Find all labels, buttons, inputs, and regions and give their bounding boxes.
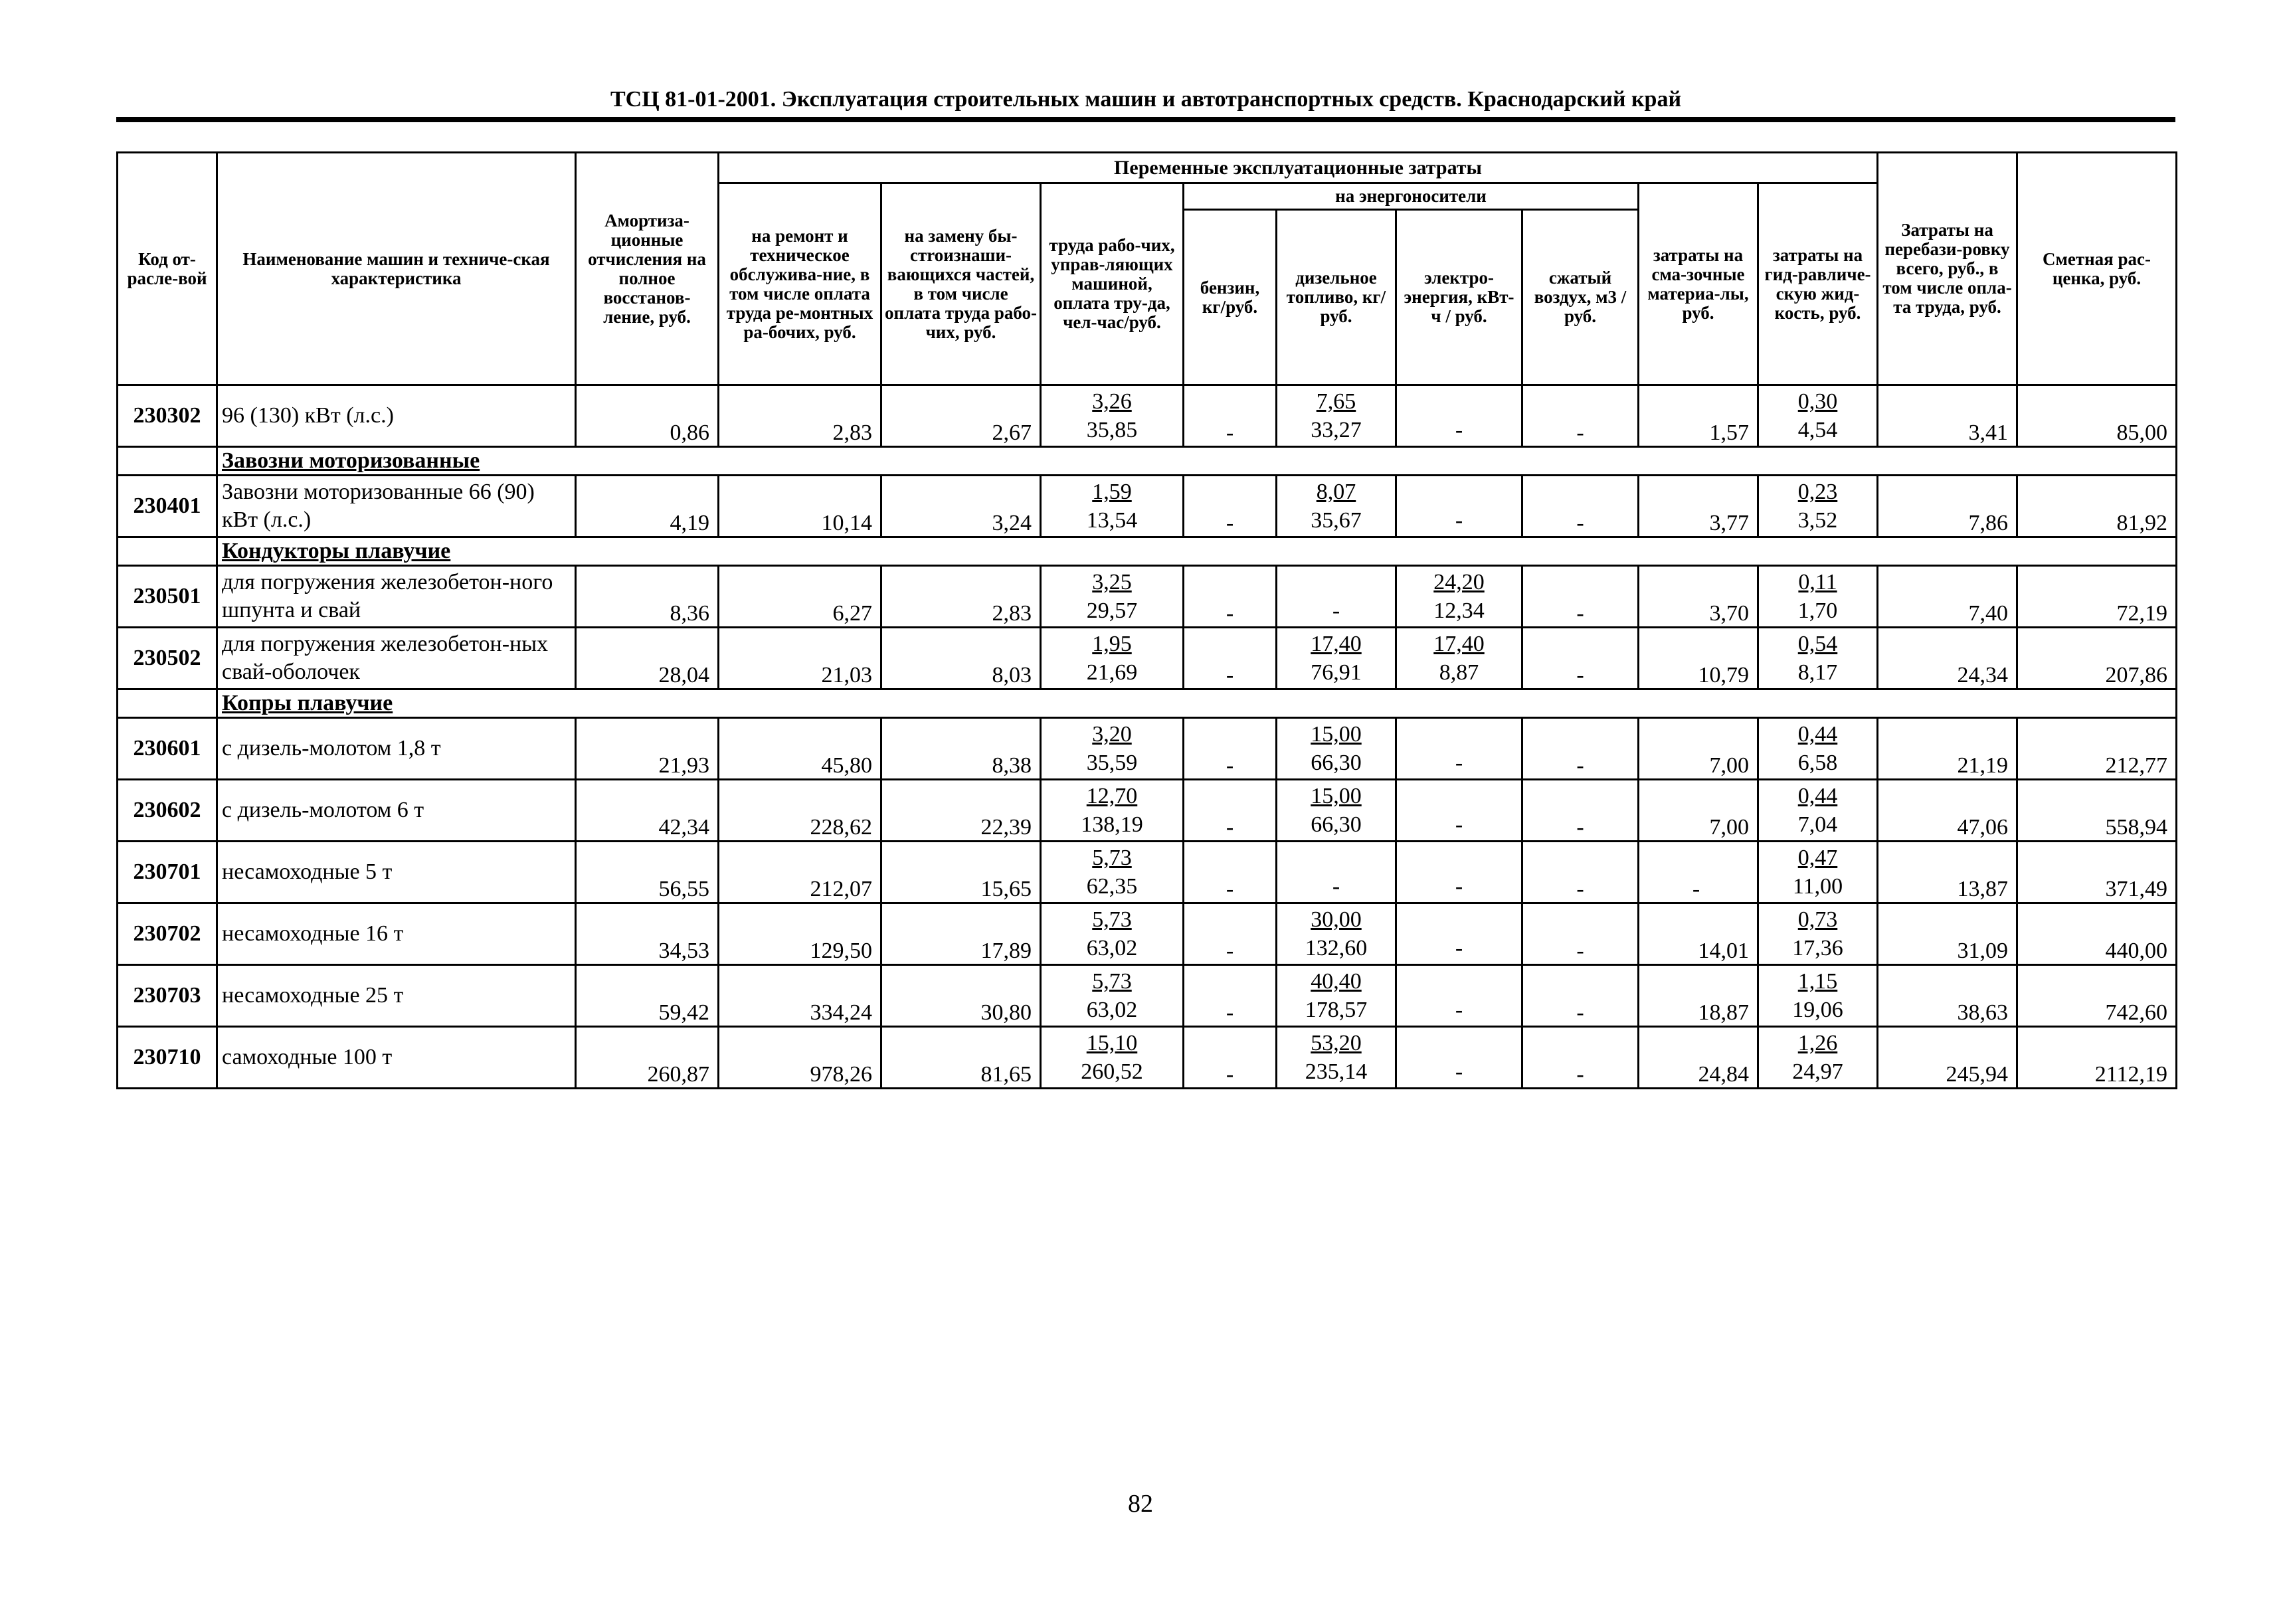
- labor-hours: 12,70: [1086, 784, 1138, 808]
- cell-replace: 17,89: [881, 903, 1041, 965]
- group-row: [118, 447, 2177, 476]
- electric-cost: -: [1455, 1059, 1463, 1084]
- labor-hours: 1,59: [1092, 480, 1132, 504]
- cell-air: -: [1522, 1027, 1639, 1089]
- labor-cost: 13,54: [1086, 508, 1138, 533]
- cell-electric: [1396, 385, 1522, 447]
- diesel-kg: 15,00: [1311, 784, 1362, 808]
- electric-cost: -: [1455, 508, 1463, 533]
- cell-hydro: [1758, 628, 1878, 689]
- cell-estimate: 207,86: [2017, 628, 2177, 689]
- diesel-kg: 40,40: [1311, 969, 1362, 994]
- cell-amort: 4,19: [576, 476, 719, 537]
- row-code: 230601: [118, 718, 217, 780]
- cell-replace: 2,83: [881, 566, 1041, 628]
- cell-amort: 59,42: [576, 965, 719, 1027]
- cell-amort: 28,04: [576, 628, 719, 689]
- diesel-cost: 178,57: [1305, 998, 1368, 1022]
- cell-electric: [1396, 842, 1522, 903]
- diesel-cost: 76,91: [1311, 660, 1362, 685]
- diesel-cost: 66,30: [1311, 751, 1362, 775]
- table-row: [118, 385, 2177, 447]
- diesel-cost: 235,14: [1305, 1059, 1368, 1084]
- labor-cost: 63,02: [1086, 936, 1138, 960]
- labor-cost: 29,57: [1086, 598, 1138, 623]
- row-code: 230710: [118, 1027, 217, 1089]
- cell-lube: 18,87: [1639, 965, 1758, 1027]
- cell-electric: [1396, 476, 1522, 537]
- row-code: 230401: [118, 476, 217, 537]
- cell-estimate: 371,49: [2017, 842, 2177, 903]
- hydro-amount: 0,73: [1797, 907, 1838, 932]
- cell-lube: 7,00: [1639, 718, 1758, 780]
- row-name: для погружения железобетон-ного шпунта и свай: [217, 566, 576, 628]
- cell-replace: 8,38: [881, 718, 1041, 780]
- electric-cost: -: [1455, 812, 1463, 837]
- hydro-amount: 0,44: [1797, 784, 1838, 808]
- page-number: 82: [1128, 1490, 1153, 1518]
- diesel-kg: 7,65: [1316, 389, 1356, 414]
- diesel-kg: 8,07: [1316, 480, 1356, 504]
- cell-petrol: -: [1184, 842, 1277, 903]
- cell-labor: [1041, 566, 1184, 628]
- cell-hydro: [1758, 566, 1878, 628]
- row-code: 230701: [118, 842, 217, 903]
- cell-repair: 334,24: [719, 965, 881, 1027]
- cell-rebase: 245,94: [1878, 1027, 2017, 1089]
- diesel-kg: 30,00: [1311, 907, 1362, 932]
- diesel-kg: 15,00: [1311, 722, 1362, 747]
- col-header-electric: электро-энергия, кВт-ч / руб.: [1396, 210, 1522, 385]
- cell-petrol: -: [1184, 1027, 1277, 1089]
- row-name: несамоходные 5 т: [217, 842, 576, 903]
- group-title: Завозни моторизованные: [217, 447, 2177, 476]
- cell-rebase: 7,40: [1878, 566, 2017, 628]
- diesel-cost: 132,60: [1305, 936, 1368, 960]
- cell-diesel: [1277, 780, 1396, 842]
- cell-air: -: [1522, 718, 1639, 780]
- diesel-cost: -: [1332, 598, 1340, 623]
- labor-cost: 63,02: [1086, 998, 1138, 1022]
- cell-diesel: [1277, 842, 1396, 903]
- cell-petrol: -: [1184, 628, 1277, 689]
- cell-labor: [1041, 1027, 1184, 1089]
- labor-hours: 5,73: [1092, 846, 1132, 870]
- diesel-cost: 33,27: [1311, 418, 1362, 442]
- cell-lube: 1,57: [1639, 385, 1758, 447]
- cell-replace: 81,65: [881, 1027, 1041, 1089]
- row-name: для погружения железобетон-ных свай-оболочек: [217, 628, 576, 689]
- cell-repair: 212,07: [719, 842, 881, 903]
- cell-amort: 42,34: [576, 780, 719, 842]
- row-code: 230702: [118, 903, 217, 965]
- cell-diesel: [1277, 1027, 1396, 1089]
- hydro-amount: 0,44: [1797, 722, 1838, 747]
- electric-cost: 8,87: [1439, 660, 1479, 685]
- labor-hours: 3,20: [1092, 722, 1132, 747]
- diesel-kg: 53,20: [1311, 1031, 1362, 1055]
- labor-hours: 3,25: [1092, 570, 1132, 594]
- cell-petrol: -: [1184, 476, 1277, 537]
- cell-lube: 24,84: [1639, 1027, 1758, 1089]
- cell-replace: 3,24: [881, 476, 1041, 537]
- hydro-amount: 0,47: [1797, 846, 1838, 870]
- hydro-cost: 8,17: [1797, 660, 1838, 685]
- hydro-cost: 24,97: [1792, 1059, 1843, 1084]
- labor-hours: 5,73: [1092, 907, 1132, 932]
- cell-electric: [1396, 903, 1522, 965]
- cell-lube: 10,79: [1639, 628, 1758, 689]
- cell-repair: 45,80: [719, 718, 881, 780]
- labor-cost: 62,35: [1086, 874, 1138, 899]
- cell-repair: 228,62: [719, 780, 881, 842]
- cell-amort: 34,53: [576, 903, 719, 965]
- cell-petrol: -: [1184, 566, 1277, 628]
- cell-labor: [1041, 385, 1184, 447]
- cell-hydro: [1758, 903, 1878, 965]
- labor-cost: 260,52: [1081, 1059, 1143, 1084]
- cell-petrol: -: [1184, 903, 1277, 965]
- cell-air: -: [1522, 780, 1639, 842]
- cell-hydro: [1758, 780, 1878, 842]
- cell-amort: 0,86: [576, 385, 719, 447]
- cell-estimate: 212,77: [2017, 718, 2177, 780]
- table-row: [118, 1027, 2177, 1089]
- electric-cost: 12,34: [1433, 598, 1485, 623]
- cell-rebase: 21,19: [1878, 718, 2017, 780]
- cell-repair: 6,27: [719, 566, 881, 628]
- cell-labor: [1041, 780, 1184, 842]
- cell-amort: 21,93: [576, 718, 719, 780]
- cell-rebase: 7,86: [1878, 476, 2017, 537]
- cell-replace: 22,39: [881, 780, 1041, 842]
- cell-labor: [1041, 842, 1184, 903]
- cell-hydro: [1758, 965, 1878, 1027]
- col-header-energy-group: на энергоносители: [1184, 183, 1639, 210]
- hydro-cost: 6,58: [1797, 751, 1838, 775]
- cell-petrol: -: [1184, 385, 1277, 447]
- cell-replace: 15,65: [881, 842, 1041, 903]
- labor-hours: 15,10: [1086, 1031, 1138, 1055]
- row-name: Завозни моторизованные 66 (90) кВт (л.с.): [217, 476, 576, 537]
- cell-electric: [1396, 780, 1522, 842]
- cell-air: -: [1522, 842, 1639, 903]
- cell-diesel: [1277, 385, 1396, 447]
- row-name: несамоходные 25 т: [217, 965, 576, 1027]
- col-header-variable-group: Переменные эксплуатационные затраты: [719, 153, 1878, 183]
- hydro-cost: 11,00: [1792, 874, 1843, 899]
- cell-rebase: 47,06: [1878, 780, 2017, 842]
- cell-hydro: [1758, 385, 1878, 447]
- header-rule: [116, 117, 2175, 122]
- cell-air: -: [1522, 566, 1639, 628]
- col-header-estimate: Сметная рас-ценка, руб.: [2017, 153, 2177, 385]
- hydro-cost: 1,70: [1797, 598, 1838, 623]
- document-header: ТСЦ 81-01-2001. Эксплуатация строительных машин и автотранспортных средств. Краснодарский край: [610, 87, 1682, 112]
- cell-diesel: [1277, 965, 1396, 1027]
- group-row: [118, 537, 2177, 566]
- cell-estimate: 558,94: [2017, 780, 2177, 842]
- hydro-cost: 19,06: [1792, 998, 1843, 1022]
- table-body: [118, 385, 2177, 1089]
- cell-labor: [1041, 476, 1184, 537]
- labor-cost: 35,59: [1086, 751, 1138, 775]
- hydro-amount: 1,26: [1797, 1031, 1838, 1055]
- cell-lube: 7,00: [1639, 780, 1758, 842]
- electric-cost: -: [1455, 998, 1463, 1022]
- cell-rebase: 38,63: [1878, 965, 2017, 1027]
- hydro-amount: 1,15: [1797, 969, 1838, 994]
- cell-air: -: [1522, 628, 1639, 689]
- cell-hydro: [1758, 1027, 1878, 1089]
- row-name: несамоходные 16 т: [217, 903, 576, 965]
- row-code: 230703: [118, 965, 217, 1027]
- group-row: [118, 689, 2177, 718]
- cell-petrol: -: [1184, 965, 1277, 1027]
- col-header-petrol: бензин, кг/руб.: [1184, 210, 1277, 385]
- cell-repair: 2,83: [719, 385, 881, 447]
- cell-diesel: [1277, 718, 1396, 780]
- diesel-cost: -: [1332, 874, 1340, 899]
- table-row: [118, 476, 2177, 537]
- cell-hydro: [1758, 842, 1878, 903]
- cell-amort: 56,55: [576, 842, 719, 903]
- cell-labor: [1041, 718, 1184, 780]
- hydro-cost: 7,04: [1797, 812, 1838, 837]
- group-title: Копры плавучие: [217, 689, 2177, 718]
- cell-replace: 8,03: [881, 628, 1041, 689]
- table-row: [118, 842, 2177, 903]
- col-header-replace: на замену бы-стroизнаши-вающихся частей, в том числе оплата труда рабо-чих, руб.: [881, 183, 1041, 385]
- labor-hours: 1,95: [1092, 632, 1132, 656]
- table-row: [118, 903, 2177, 965]
- cell-estimate: 742,60: [2017, 965, 2177, 1027]
- hydro-amount: 0,23: [1797, 480, 1838, 504]
- cell-hydro: [1758, 718, 1878, 780]
- cell-estimate: 2112,19: [2017, 1027, 2177, 1089]
- cell-rebase: 24,34: [1878, 628, 2017, 689]
- row-code: 230302: [118, 385, 217, 447]
- table-row: [118, 718, 2177, 780]
- cell-air: -: [1522, 965, 1639, 1027]
- electric-cost: -: [1455, 751, 1463, 775]
- labor-cost: 21,69: [1086, 660, 1138, 685]
- cell-rebase: 13,87: [1878, 842, 2017, 903]
- table-row: [118, 628, 2177, 689]
- cell-electric: [1396, 965, 1522, 1027]
- cell-repair: 10,14: [719, 476, 881, 537]
- col-header-repair: на ремонт и техническое обслужива-ние, в том числе оплата труда ре-монтных ра-бочих, руб.: [719, 183, 881, 385]
- cell-electric: [1396, 718, 1522, 780]
- row-name: самоходные 100 т: [217, 1027, 576, 1089]
- labor-hours: 5,73: [1092, 969, 1132, 994]
- diesel-kg: 17,40: [1311, 632, 1362, 656]
- group-title: Кондукторы плавучие: [217, 537, 2177, 566]
- col-header-diesel: дизельное топливо, кг/руб.: [1277, 210, 1396, 385]
- electric-cost: -: [1455, 418, 1463, 442]
- cell-lube: 3,77: [1639, 476, 1758, 537]
- cell-amort: 8,36: [576, 566, 719, 628]
- cell-estimate: 85,00: [2017, 385, 2177, 447]
- row-code: 230501: [118, 566, 217, 628]
- cell-labor: [1041, 903, 1184, 965]
- row-name: 96 (130) кВт (л.с.): [217, 385, 576, 447]
- col-header-code: Код от-расле-вой: [118, 153, 217, 385]
- hydro-amount: 0,54: [1797, 632, 1838, 656]
- table-row: [118, 965, 2177, 1027]
- labor-cost: 35,85: [1086, 418, 1138, 442]
- cell-amort: 260,87: [576, 1027, 719, 1089]
- cell-labor: [1041, 628, 1184, 689]
- cell-repair: 978,26: [719, 1027, 881, 1089]
- hydro-cost: 17,36: [1792, 936, 1843, 960]
- labor-hours: 3,26: [1092, 389, 1132, 414]
- cell-hydro: [1758, 476, 1878, 537]
- row-code: 230602: [118, 780, 217, 842]
- cell-replace: 30,80: [881, 965, 1041, 1027]
- table-row: [118, 780, 2177, 842]
- cell-estimate: 440,00: [2017, 903, 2177, 965]
- cell-labor: [1041, 965, 1184, 1027]
- cell-replace: 2,67: [881, 385, 1041, 447]
- cell-rebase: 3,41: [1878, 385, 2017, 447]
- col-header-lube: затраты на сма-зочные материа-лы, руб.: [1639, 183, 1758, 385]
- electric-kwh: 17,40: [1433, 632, 1485, 656]
- cell-air: -: [1522, 903, 1639, 965]
- cell-diesel: [1277, 476, 1396, 537]
- cell-electric: [1396, 1027, 1522, 1089]
- table-row: [118, 566, 2177, 628]
- cell-electric: [1396, 628, 1522, 689]
- col-header-amort: Амортиза-ционные отчисления на полное восстанов-ление, руб.: [576, 153, 719, 385]
- row-code: 230502: [118, 628, 217, 689]
- col-header-hydro: затраты на гид-равличе-скую жид-кость, руб.: [1758, 183, 1878, 385]
- cell-petrol: -: [1184, 718, 1277, 780]
- machine-cost-table: [116, 151, 2177, 1089]
- hydro-amount: 0,11: [1798, 570, 1837, 594]
- hydro-amount: 0,30: [1797, 389, 1838, 414]
- cell-estimate: 81,92: [2017, 476, 2177, 537]
- electric-kwh: 24,20: [1433, 570, 1485, 594]
- cell-air: -: [1522, 476, 1639, 537]
- hydro-cost: 4,54: [1797, 418, 1838, 442]
- labor-cost: 138,19: [1081, 812, 1143, 837]
- cell-repair: 21,03: [719, 628, 881, 689]
- row-name: с дизель-молотом 6 т: [217, 780, 576, 842]
- cell-lube: 14,01: [1639, 903, 1758, 965]
- diesel-cost: 66,30: [1311, 812, 1362, 837]
- col-header-name: Наименование машин и техниче-ская характеристика: [217, 153, 576, 385]
- col-header-labor: труда рабо-чих, управ-ляющих машиной, оплата тру-да, чел-час/руб.: [1041, 183, 1184, 385]
- cell-diesel: [1277, 566, 1396, 628]
- row-name: с дизель-молотом 1,8 т: [217, 718, 576, 780]
- electric-cost: -: [1455, 936, 1463, 960]
- cell-diesel: [1277, 903, 1396, 965]
- cell-rebase: 31,09: [1878, 903, 2017, 965]
- hydro-cost: 3,52: [1797, 508, 1838, 533]
- cell-petrol: -: [1184, 780, 1277, 842]
- col-header-air: сжатый воздух, м3 / руб.: [1522, 210, 1639, 385]
- cell-diesel: [1277, 628, 1396, 689]
- cell-lube: -: [1639, 842, 1758, 903]
- diesel-cost: 35,67: [1311, 508, 1362, 533]
- cell-estimate: 72,19: [2017, 566, 2177, 628]
- col-header-rebase: Затраты на перебази-ровку всего, руб., в том числе опла-та труда, руб.: [1878, 153, 2017, 385]
- electric-cost: -: [1455, 874, 1463, 899]
- cell-repair: 129,50: [719, 903, 881, 965]
- cell-lube: 3,70: [1639, 566, 1758, 628]
- cell-electric: [1396, 566, 1522, 628]
- cell-air: -: [1522, 385, 1639, 447]
